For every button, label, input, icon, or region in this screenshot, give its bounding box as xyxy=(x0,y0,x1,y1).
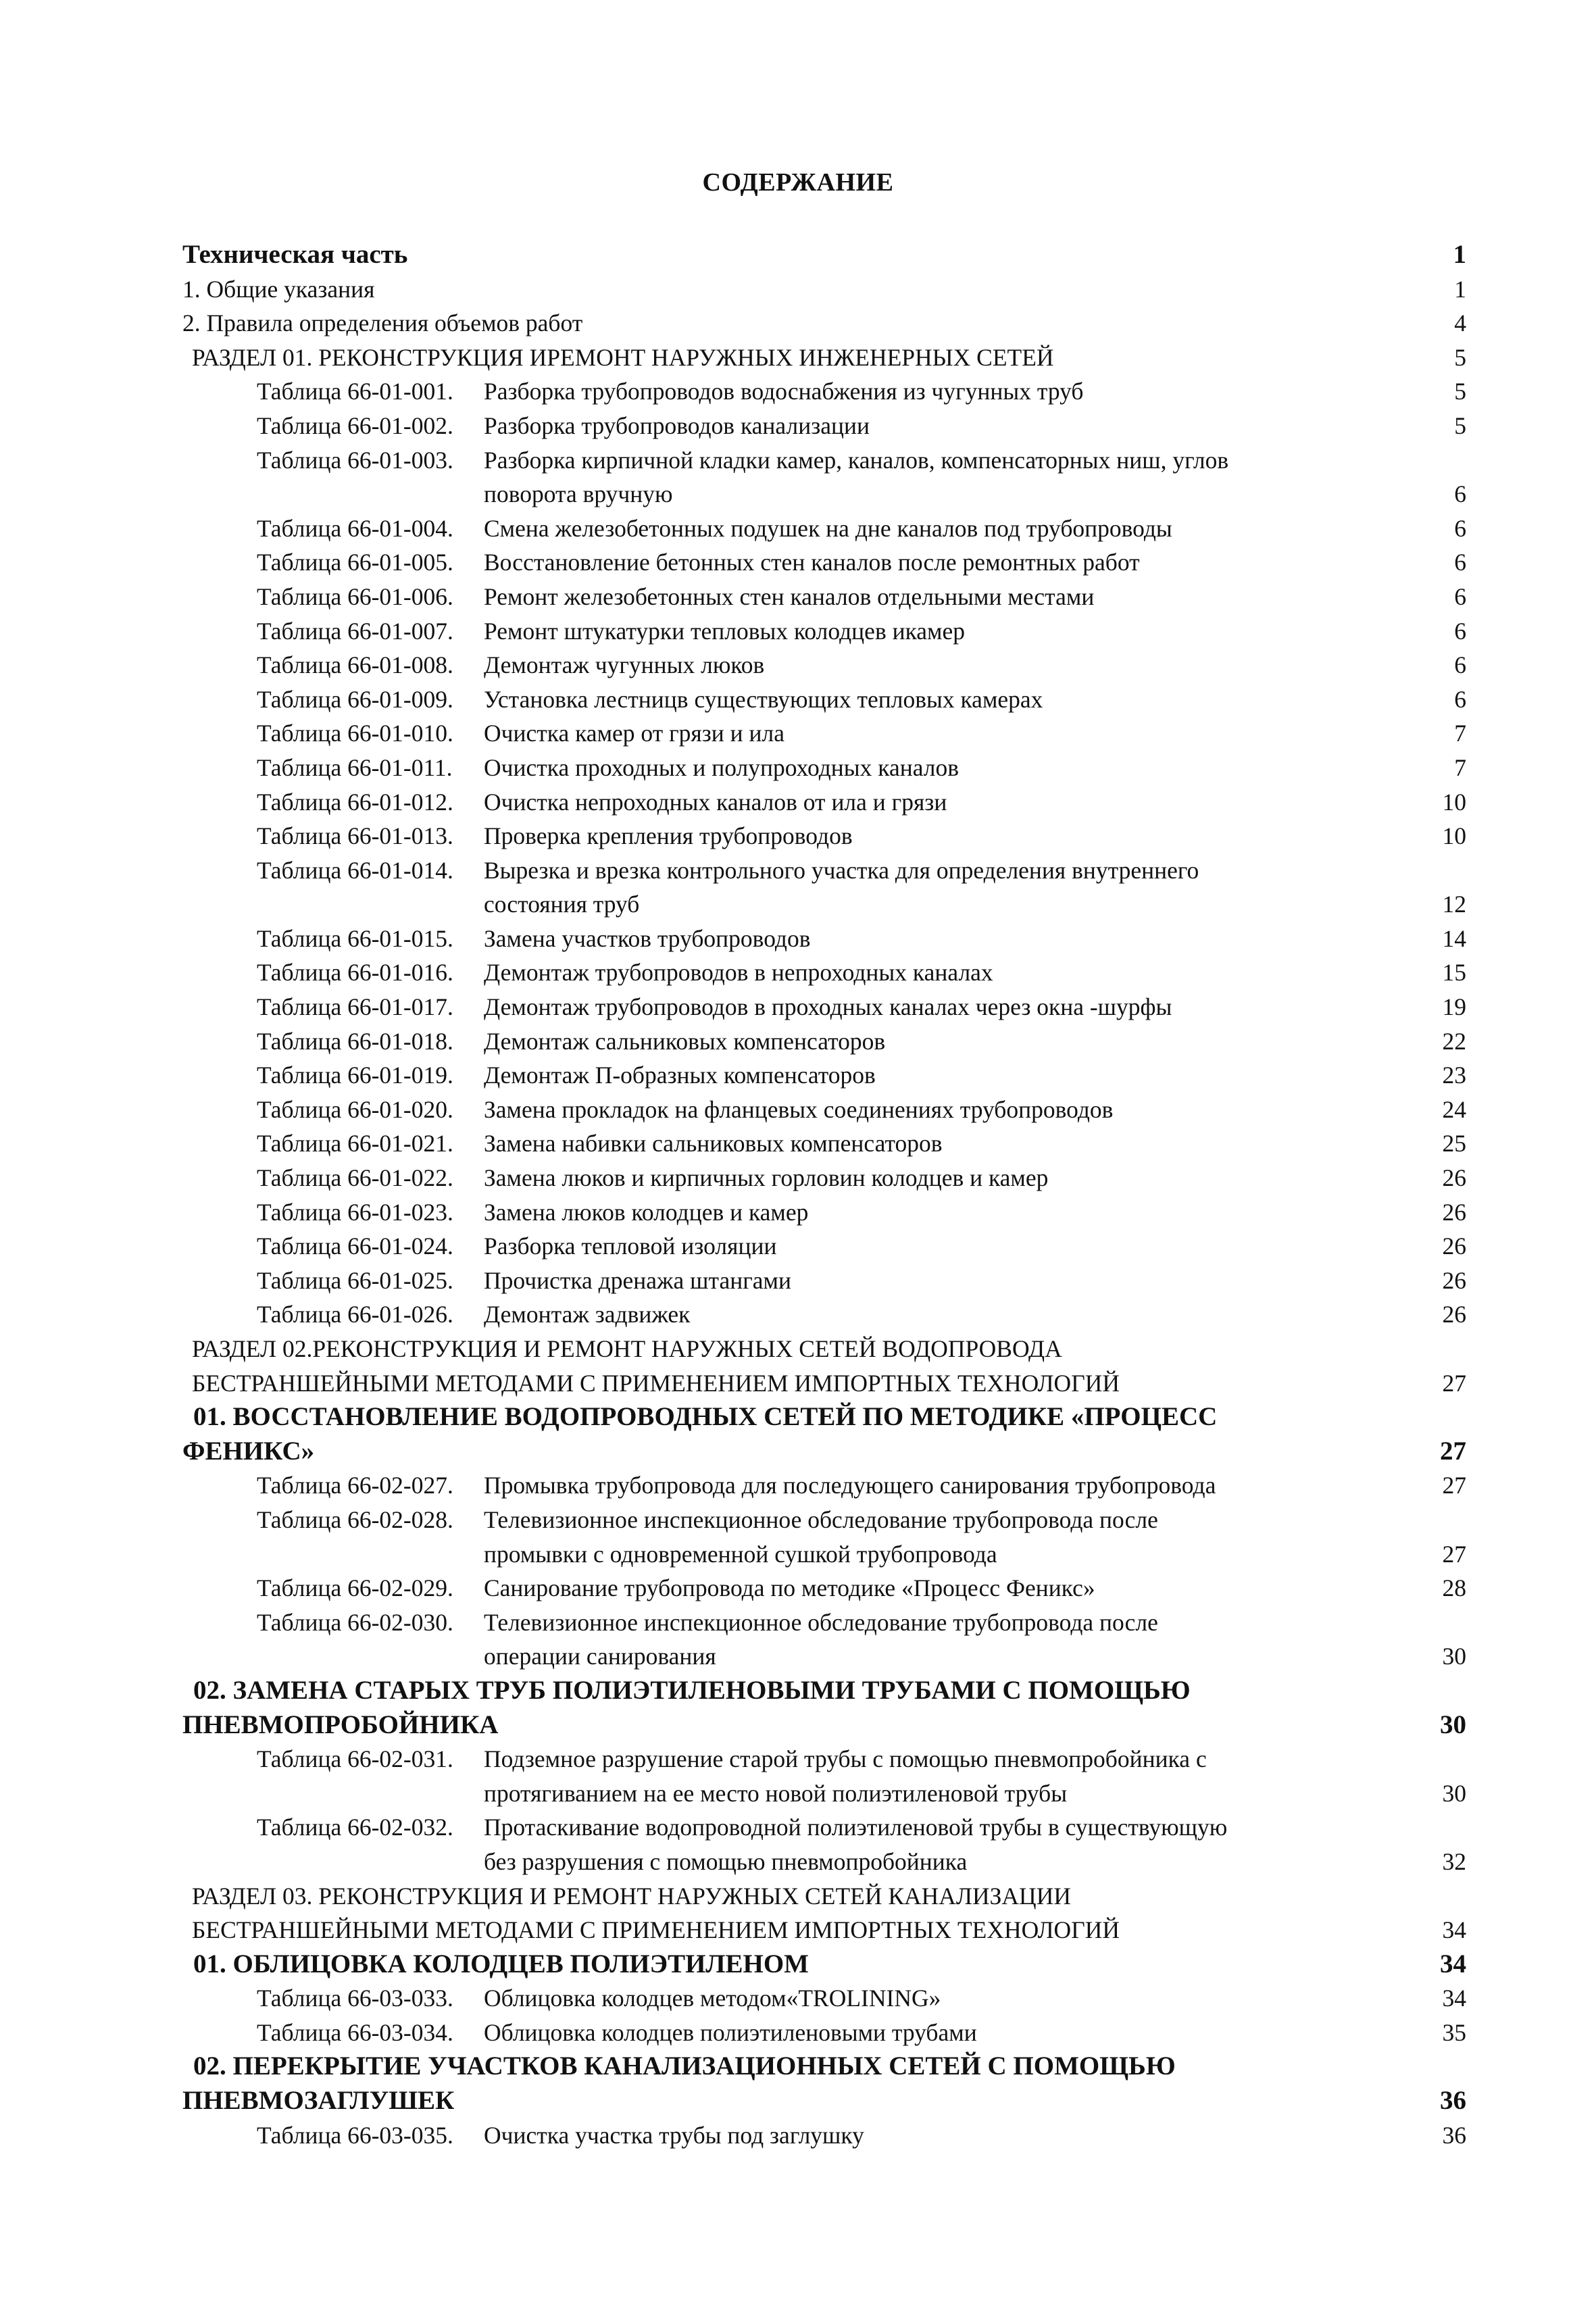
toc-entry-text-line: промывки с одновременной сушкой трубопровода xyxy=(484,1540,997,1568)
toc-entry-text-line: Демонтаж трубопроводов в непроходных каналах xyxy=(484,959,993,987)
toc-entry-text-line: Протаскивание водопроводной полиэтиленовой трубы в существующую xyxy=(484,1814,1228,1841)
toc-page-number: 28 xyxy=(1442,1574,1466,1602)
toc-entry-text-line: БЕСТРАНШЕЙНЫМИ МЕТОДАМИ С ПРИМЕНЕНИЕМ ИМПОРТНЫХ ТЕХНОЛОГИЙ xyxy=(192,1916,1120,1944)
toc-entry-text-line: Санирование трубопровода по методике «Процесс Феникс» xyxy=(484,1574,1095,1602)
toc-page-number: 6 xyxy=(1454,480,1466,508)
toc-entry-text-line: Замена прокладок на фланцевых соединениях трубопроводов xyxy=(484,1095,1114,1123)
toc-page-number: 34 xyxy=(1442,1985,1466,2012)
toc-entry-text-line: Замена набивки сальниковых компенсаторов xyxy=(484,1130,943,1158)
toc-entry-text-line: Разборка тепловой изоляции xyxy=(484,1233,777,1260)
toc-table-id: Таблица 66-02-029. xyxy=(257,1574,453,1602)
toc-table-entry xyxy=(182,716,1466,751)
toc-entry-text-line: Ремонт штукатурки тепловых колодцев икамер xyxy=(484,617,966,645)
toc-table-id: Таблица 66-01-008. xyxy=(257,651,453,679)
toc-entry-text-line: Телевизионное инспекционное обследование трубопровода после xyxy=(484,1505,1158,1533)
toc-entry-text-line: Демонтаж П-образных компенсаторов xyxy=(484,1062,876,1089)
toc-table-id: Таблица 66-01-001. xyxy=(257,378,453,405)
toc-page-number: 26 xyxy=(1442,1233,1466,1260)
toc-entry-text-line: операции санирования xyxy=(484,1643,716,1670)
toc-table-id: Таблица 66-02-032. xyxy=(257,1814,453,1841)
toc-heading-entry xyxy=(182,1400,1466,1468)
toc-entry-text-line: ПНЕВМОЗАГЛУШЕК xyxy=(182,2086,455,2116)
toc-entry-text-line: Демонтаж сальниковых компенсаторов xyxy=(484,1027,886,1055)
toc-table-entry xyxy=(182,1058,1466,1093)
toc-page-number: 30 xyxy=(1442,1643,1466,1670)
toc-entry-text-line: Вырезка и врезка контрольного участка для определения внутреннего xyxy=(484,856,1199,884)
toc-table-entry xyxy=(182,1468,1466,1503)
toc-page-number: 10 xyxy=(1442,788,1466,816)
toc-entry-text-line: 02. ПЕРЕКРЫТИЕ УЧАСТКОВ КАНАЛИЗАЦИОННЫХ СЕТЕЙ С ПОМОЩЬЮ xyxy=(193,2051,1176,2081)
toc-page-number: 5 xyxy=(1454,343,1466,371)
toc-entry-text-line: Ремонт железобетонных стен каналов отдельными местами xyxy=(484,582,1095,610)
toc-entry-text-line: Облицовка колодцев полиэтиленовыми трубами xyxy=(484,2018,977,2046)
toc-page-number: 1 xyxy=(1453,240,1466,269)
toc-page-number: 34 xyxy=(1442,1916,1466,1944)
toc-table-id: Таблица 66-01-017. xyxy=(257,993,453,1021)
toc-page-number: 27 xyxy=(1442,1369,1466,1397)
toc-table-entry xyxy=(182,1810,1466,1878)
toc-page-number: 27 xyxy=(1442,1472,1466,1499)
document-title: СОДЕРЖАНИЕ xyxy=(702,168,894,197)
toc-table-entry xyxy=(182,648,1466,682)
toc-table-id: Таблица 66-01-002. xyxy=(257,412,453,439)
toc-table-entry xyxy=(182,1093,1466,1127)
toc-page-number: 6 xyxy=(1454,617,1466,645)
toc-entry-text-line: Телевизионное инспекционное обследование трубопровода после xyxy=(484,1608,1158,1636)
toc-entry-text-line: Восстановление бетонных стен каналов после ремонтных работ xyxy=(484,549,1140,576)
toc-page-number: 32 xyxy=(1442,1847,1466,1875)
toc-entry-text-line: Демонтаж задвижек xyxy=(484,1301,691,1328)
toc-page-number: 36 xyxy=(1442,2121,1466,2149)
toc-table-entry xyxy=(182,1229,1466,1264)
toc-page-number: 6 xyxy=(1454,514,1466,542)
toc-page-number: 6 xyxy=(1454,582,1466,610)
toc-table-id: Таблица 66-01-025. xyxy=(257,1266,453,1294)
toc-entry-text-line: Очистка камер от грязи и ила xyxy=(484,720,784,747)
toc-entry-text-line: ФЕНИКС» xyxy=(182,1436,315,1466)
toc-entry-text-line: 1. Общие указания xyxy=(182,275,375,303)
toc-table-entry xyxy=(182,2016,1466,2050)
toc-table-entry xyxy=(182,922,1466,956)
toc-entry xyxy=(182,272,1466,307)
toc-table-entry xyxy=(182,2118,1466,2153)
toc-entry-text-line: Демонтаж трубопроводов в проходных каналах через окна -шурфы xyxy=(484,993,1172,1021)
toc-table-id: Таблица 66-01-021. xyxy=(257,1130,453,1158)
toc-table-id: Таблица 66-01-013. xyxy=(257,822,453,850)
toc-table-entry xyxy=(182,580,1466,614)
toc-entry-text-line: Техническая часть xyxy=(182,240,408,269)
toc-entry-text-line: Промывка трубопровода для последующего санирования трубопровода xyxy=(484,1472,1216,1499)
toc-table-entry xyxy=(182,785,1466,820)
toc-table-entry xyxy=(182,374,1466,409)
toc-page-number: 12 xyxy=(1442,891,1466,918)
toc-entry-text-line: Очистка непроходных каналов от ила и грязи xyxy=(484,788,947,816)
toc-entry xyxy=(182,306,1466,341)
toc-table-id: Таблица 66-03-035. xyxy=(257,2121,453,2149)
toc-entry-text-line: БЕСТРАНШЕЙНЫМИ МЕТОДАМИ С ПРИМЕНЕНИЕМ ИМПОРТНЫХ ТЕХНОЛОГИЙ xyxy=(192,1369,1120,1397)
toc-entry-text-line: Облицовка колодцев методом«TROLINING» xyxy=(484,1985,941,2012)
toc-table-entry xyxy=(182,1297,1466,1332)
toc-page-number: 23 xyxy=(1442,1062,1466,1089)
toc-page-number: 5 xyxy=(1454,378,1466,405)
table-of-contents xyxy=(182,238,1466,2152)
toc-page-number: 14 xyxy=(1442,924,1466,952)
toc-entry-text-line: Проверка крепления трубопроводов xyxy=(484,822,853,850)
toc-entry-text-line: Замена участков трубопроводов xyxy=(484,924,811,952)
toc-heading-entry xyxy=(182,1674,1466,1742)
toc-table-id: Таблица 66-01-005. xyxy=(257,549,453,576)
toc-table-id: Таблица 66-01-004. xyxy=(257,514,453,542)
toc-table-entry xyxy=(182,990,1466,1024)
toc-entry-text-line: без разрушения с помощью пневмопробойника xyxy=(484,1847,968,1875)
toc-entry-text-line: РАЗДЕЛ 03. РЕКОНСТРУКЦИЯ И РЕМОНТ НАРУЖНЫХ СЕТЕЙ КАНАЛИЗАЦИИ xyxy=(192,1882,1071,1910)
toc-page-number: 30 xyxy=(1442,1779,1466,1807)
toc-table-id: Таблица 66-01-007. xyxy=(257,617,453,645)
toc-table-id: Таблица 66-01-006. xyxy=(257,582,453,610)
toc-table-id: Таблица 66-01-023. xyxy=(257,1198,453,1226)
toc-table-entry xyxy=(182,614,1466,649)
toc-page-number: 26 xyxy=(1442,1164,1466,1192)
toc-entry-text-line: Замена люков колодцев и камер xyxy=(484,1198,809,1226)
toc-entry-text-line: протягиванием на ее место новой полиэтиленовой трубы xyxy=(484,1779,1068,1807)
toc-table-id: Таблица 66-01-024. xyxy=(257,1233,453,1260)
toc-table-id: Таблица 66-03-034. xyxy=(257,2018,453,2046)
toc-table-entry xyxy=(182,682,1466,717)
toc-table-id: Таблица 66-01-020. xyxy=(257,1095,453,1123)
toc-page-number: 4 xyxy=(1454,309,1466,337)
toc-page-number: 30 xyxy=(1440,1710,1466,1739)
toc-page-number: 36 xyxy=(1440,2086,1466,2116)
toc-page-number: 22 xyxy=(1442,1027,1466,1055)
toc-table-entry xyxy=(182,853,1466,922)
toc-table-id: Таблица 66-01-011. xyxy=(257,753,453,781)
toc-section-entry xyxy=(182,341,1466,375)
toc-table-id: Таблица 66-01-018. xyxy=(257,1027,453,1055)
toc-entry-text-line: Разборка трубопроводов водоснабжения из чугунных труб xyxy=(484,378,1084,405)
toc-page-number: 34 xyxy=(1440,1949,1466,1978)
toc-entry-text-line: Разборка трубопроводов канализации xyxy=(484,412,870,439)
toc-table-entry xyxy=(182,1264,1466,1298)
toc-page-number: 1 xyxy=(1454,275,1466,303)
toc-table-id: Таблица 66-01-019. xyxy=(257,1062,453,1089)
toc-entry-text-line: РАЗДЕЛ 02.РЕКОНСТРУКЦИЯ И РЕМОНТ НАРУЖНЫХ СЕТЕЙ ВОДОПРОВОДА xyxy=(192,1335,1062,1362)
toc-table-entry xyxy=(182,1024,1466,1059)
toc-entry-text-line: Прочистка дренажа штангами xyxy=(484,1266,791,1294)
toc-heading-entry xyxy=(182,238,1466,272)
toc-table-id: Таблица 66-01-016. xyxy=(257,959,453,987)
toc-page-number: 26 xyxy=(1442,1301,1466,1328)
toc-entry-text-line: Подземное разрушение старой трубы с помощью пневмопробойника с xyxy=(484,1745,1207,1773)
toc-entry-text-line: Установка лестницв существующих тепловых камерах xyxy=(484,685,1043,713)
toc-page-number: 19 xyxy=(1442,993,1466,1021)
toc-entry-text-line: 02. ЗАМЕНА СТАРЫХ ТРУБ ПОЛИЭТИЛЕНОВЫМИ ТРУБАМИ С ПОМОЩЬЮ xyxy=(193,1675,1191,1705)
toc-entry-text-line: ПНЕВМОПРОБОЙНИКА xyxy=(182,1710,499,1739)
toc-heading-entry xyxy=(182,1947,1466,1982)
toc-heading-entry xyxy=(182,2049,1466,2118)
toc-entry-text-line: Смена железобетонных подушек на дне каналов под трубопроводы xyxy=(484,514,1172,542)
toc-table-entry xyxy=(182,1605,1466,1674)
toc-page-number: 27 xyxy=(1442,1540,1466,1568)
toc-page-number: 6 xyxy=(1454,549,1466,576)
toc-entry-text-line: Разборка кирпичной кладки камер, каналов, компенсаторных ниш, углов xyxy=(484,446,1229,474)
toc-table-id: Таблица 66-01-009. xyxy=(257,685,453,713)
toc-entry-text-line: Демонтаж чугунных люков xyxy=(484,651,765,679)
toc-entry-text-line: 2. Правила определения объемов работ xyxy=(182,309,583,337)
toc-table-id: Таблица 66-01-010. xyxy=(257,720,453,747)
toc-entry-text-line: состояния труб xyxy=(484,891,640,918)
toc-entry-text-line: Очистка участка трубы под заглушку xyxy=(484,2121,864,2149)
toc-page-number: 24 xyxy=(1442,1095,1466,1123)
toc-section-entry xyxy=(182,1332,1466,1400)
toc-table-entry xyxy=(182,1161,1466,1195)
toc-table-entry xyxy=(182,1503,1466,1571)
toc-table-entry xyxy=(182,819,1466,853)
toc-table-id: Таблица 66-02-030. xyxy=(257,1608,453,1636)
toc-table-entry xyxy=(182,1571,1466,1605)
toc-table-id: Таблица 66-02-027. xyxy=(257,1472,453,1499)
toc-page-number: 35 xyxy=(1442,2018,1466,2046)
toc-table-entry xyxy=(182,751,1466,785)
toc-entry-text-line: 01. ВОССТАНОВЛЕНИЕ ВОДОПРОВОДНЫХ СЕТЕЙ ПО МЕТОДИКЕ «ПРОЦЕСС xyxy=(193,1402,1218,1432)
toc-table-id: Таблица 66-01-026. xyxy=(257,1301,453,1328)
toc-page-number: 5 xyxy=(1454,412,1466,439)
toc-page-number: 6 xyxy=(1454,685,1466,713)
toc-table-id: Таблица 66-01-014. xyxy=(257,856,453,884)
toc-table-entry xyxy=(182,1742,1466,1810)
toc-table-entry xyxy=(182,1195,1466,1230)
toc-page-number: 10 xyxy=(1442,822,1466,850)
toc-table-id: Таблица 66-01-022. xyxy=(257,1164,453,1192)
toc-table-id: Таблица 66-01-015. xyxy=(257,924,453,952)
toc-table-id: Таблица 66-01-012. xyxy=(257,788,453,816)
toc-page-number: 25 xyxy=(1442,1130,1466,1158)
toc-page-number: 27 xyxy=(1440,1436,1466,1466)
toc-entry-text-line: Очистка проходных и полупроходных каналов xyxy=(484,753,959,781)
toc-section-entry xyxy=(182,1879,1466,1947)
toc-page-number: 26 xyxy=(1442,1266,1466,1294)
toc-table-entry xyxy=(182,1981,1466,2016)
toc-page-number: 26 xyxy=(1442,1198,1466,1226)
toc-table-entry xyxy=(182,955,1466,990)
toc-entry-text-line: 01. ОБЛИЦОВКА КОЛОДЦЕВ ПОЛИЭТИЛЕНОМ xyxy=(193,1949,809,1978)
toc-table-entry xyxy=(182,512,1466,546)
toc-table-id: Таблица 66-02-031. xyxy=(257,1745,453,1773)
toc-page-number: 7 xyxy=(1454,753,1466,781)
toc-entry-text-line: поворота вручную xyxy=(484,480,673,508)
toc-entry-text-line: Замена люков и кирпичных горловин колодцев и камер xyxy=(484,1164,1049,1192)
toc-page-number: 15 xyxy=(1442,959,1466,987)
toc-table-entry xyxy=(182,443,1466,512)
toc-table-id: Таблица 66-02-028. xyxy=(257,1505,453,1533)
toc-table-entry xyxy=(182,409,1466,443)
toc-table-id: Таблица 66-01-003. xyxy=(257,446,453,474)
toc-page-number: 6 xyxy=(1454,651,1466,679)
toc-table-entry xyxy=(182,1126,1466,1161)
toc-table-id: Таблица 66-03-033. xyxy=(257,1985,453,2012)
toc-table-entry xyxy=(182,545,1466,580)
toc-page-number: 7 xyxy=(1454,720,1466,747)
toc-entry-text-line: РАЗДЕЛ 01. РЕКОНСТРУКЦИЯ ИРЕМОНТ НАРУЖНЫХ ИНЖЕНЕРНЫХ СЕТЕЙ xyxy=(192,343,1054,371)
